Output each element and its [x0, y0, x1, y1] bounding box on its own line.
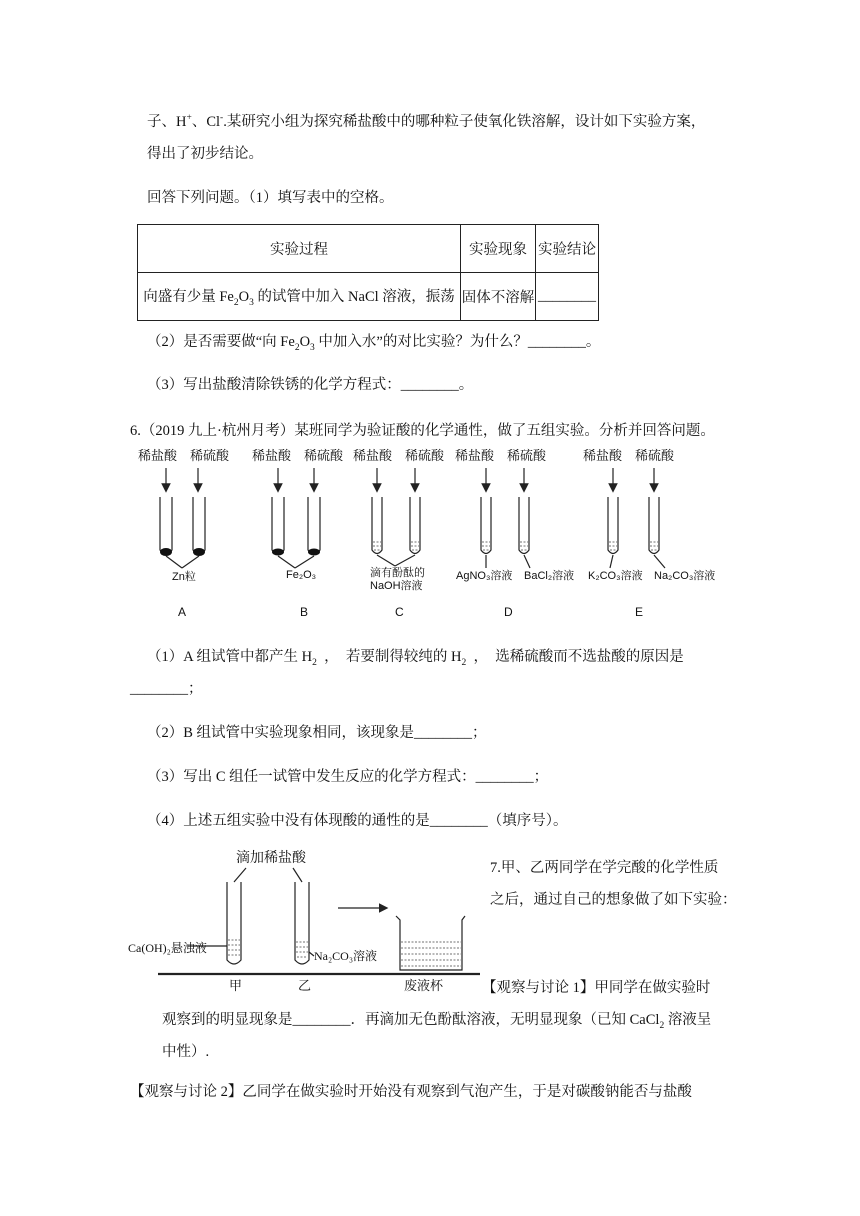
- text-seg: 向盛有少量 Fe: [143, 289, 234, 306]
- fig-yi: 乙: [298, 978, 312, 992]
- sub: 2: [312, 657, 317, 668]
- reagent-label: 滴有酚酞的: [370, 567, 425, 579]
- acid-label: 稀硫酸: [635, 448, 675, 463]
- text-seg: .某研究小组为探究稀盐酸中的哪种粒子使氧化铁溶解，设计如下实验方案，: [223, 114, 706, 130]
- group-letter: C: [395, 605, 404, 617]
- text-seg: 中加入水”的对比实验？为什么？________。: [314, 334, 601, 350]
- q7-stem-1: 7.甲、乙两同学在学完酸的化学性质: [490, 860, 719, 876]
- fig-right-reagent: Na₂CO₃溶液: [314, 949, 378, 963]
- q6-stem: 6.（2019 九上·杭州月考）某班同学为验证酸的化学通性，做了五组实验。分析并回答问题。: [130, 423, 715, 439]
- text-seg: 的试管中加入 NaCl 溶液，振荡: [253, 289, 455, 306]
- sub: 3: [310, 342, 315, 353]
- text-seg: 、Cl: [191, 114, 221, 130]
- acid-label: 稀硫酸: [190, 448, 230, 463]
- group-letter: D: [504, 605, 513, 617]
- reagent-label: AgNO₃溶液: [456, 570, 513, 582]
- reagent-label: Fe₂O₃: [286, 569, 317, 581]
- acid-label: 稀盐酸: [455, 448, 495, 463]
- reagent-label: BaCl₂溶液: [524, 570, 575, 582]
- fig-top-label: 滴加稀盐酸: [236, 849, 306, 865]
- acid-label: 稀盐酸: [138, 448, 178, 463]
- q6-part-2: （2）B 组试管中实验现象相同，该现象是________；: [147, 725, 487, 741]
- sub: 2: [659, 1020, 665, 1031]
- sup: -: [220, 113, 224, 124]
- table-cell-process: [138, 273, 461, 321]
- text-seg: 观察到的明显现象是________．再滴加无色酚酞溶液，无明显现象（已知 CaCl: [162, 1012, 660, 1028]
- q7-stem-2: 之后，通过自己的想象做了如下实验：: [490, 892, 737, 908]
- text-seg: ， 若要制得较纯的 H: [316, 649, 462, 665]
- text-seg: ， 选稀硫酸而不选盐酸的原因是: [466, 649, 684, 665]
- group-letter: B: [300, 605, 309, 617]
- intro-line-1: [147, 110, 705, 131]
- reagent-label: Na₂CO₃溶液: [654, 570, 716, 582]
- table-header-phenomenon: 实验现象: [461, 225, 536, 273]
- acid-label: 稀盐酸: [583, 448, 623, 463]
- q7-discussion-1-a: 【观察与讨论 1】甲同学在做实验时: [482, 980, 711, 996]
- q6-part-1-blank: ________；: [130, 681, 203, 697]
- fig-jia: 甲: [229, 978, 243, 992]
- q6-part-3: （3）写出 C 组任一试管中发生反应的化学方程式：________；: [147, 769, 549, 785]
- acid-label: 稀盐酸: [353, 448, 393, 463]
- sub: 2: [294, 342, 300, 353]
- q6-part-4: （4）上述五组实验中没有体现酸的通性的是________（填序号）。: [147, 813, 568, 829]
- table-cell-phenomenon: 固体不溶解: [461, 273, 536, 321]
- fig-beaker: 废液杯: [404, 978, 444, 992]
- group-letter: E: [635, 605, 644, 617]
- text-seg: （1）A 组试管中都产生 H: [147, 649, 313, 665]
- acid-label: 稀盐酸: [252, 448, 292, 463]
- table-header-conclusion: 实验结论: [536, 225, 599, 273]
- text-seg: 子、H: [147, 114, 187, 130]
- sub: 3: [249, 297, 254, 308]
- reagent-label: Zn粒: [172, 571, 196, 583]
- sub: 2: [233, 297, 239, 308]
- table-cell-conclusion: ________: [536, 273, 599, 321]
- intro-line-2: 得出了初步结论。: [147, 146, 263, 162]
- q6-part-1: [147, 645, 684, 668]
- reagent-label: NaOH溶液: [370, 580, 423, 592]
- q7-discussion-1-b: [162, 1008, 711, 1031]
- q6-test-tube-figure: [130, 442, 730, 617]
- text-seg: （2）是否需要做“向 Fe: [147, 334, 295, 350]
- table-header-process: 实验过程: [138, 225, 461, 273]
- q7-discussion-2: 【观察与讨论 2】乙同学在做实验时开始没有观察到气泡产生，于是对碳酸钠能否与盐酸: [130, 1084, 692, 1100]
- text-seg: 溶液呈: [664, 1012, 712, 1028]
- q7-discussion-1-d: 中性）.: [162, 1044, 210, 1060]
- reagent-label: K₂CO₃溶液: [588, 570, 643, 582]
- q5-part-3: （3）写出盐酸清除铁锈的化学方程式：________。: [147, 377, 474, 393]
- acid-label: 稀硫酸: [304, 448, 344, 463]
- intro-line-3: 回答下列问题。（1）填写表中的空格。: [147, 190, 394, 206]
- acid-label: 稀硫酸: [405, 448, 445, 463]
- text-seg: O: [238, 289, 250, 306]
- sup: +: [186, 113, 192, 124]
- text-seg: O: [299, 334, 311, 350]
- fig-left-label: Ca(OH)₂悬浊液: [128, 941, 207, 955]
- q5-part-2: [147, 330, 600, 353]
- sub: 2: [461, 657, 467, 668]
- q7-apparatus-figure: [128, 842, 488, 992]
- acid-label: 稀硫酸: [507, 448, 547, 463]
- group-letter: A: [178, 605, 187, 617]
- experiment-table: [137, 224, 599, 321]
